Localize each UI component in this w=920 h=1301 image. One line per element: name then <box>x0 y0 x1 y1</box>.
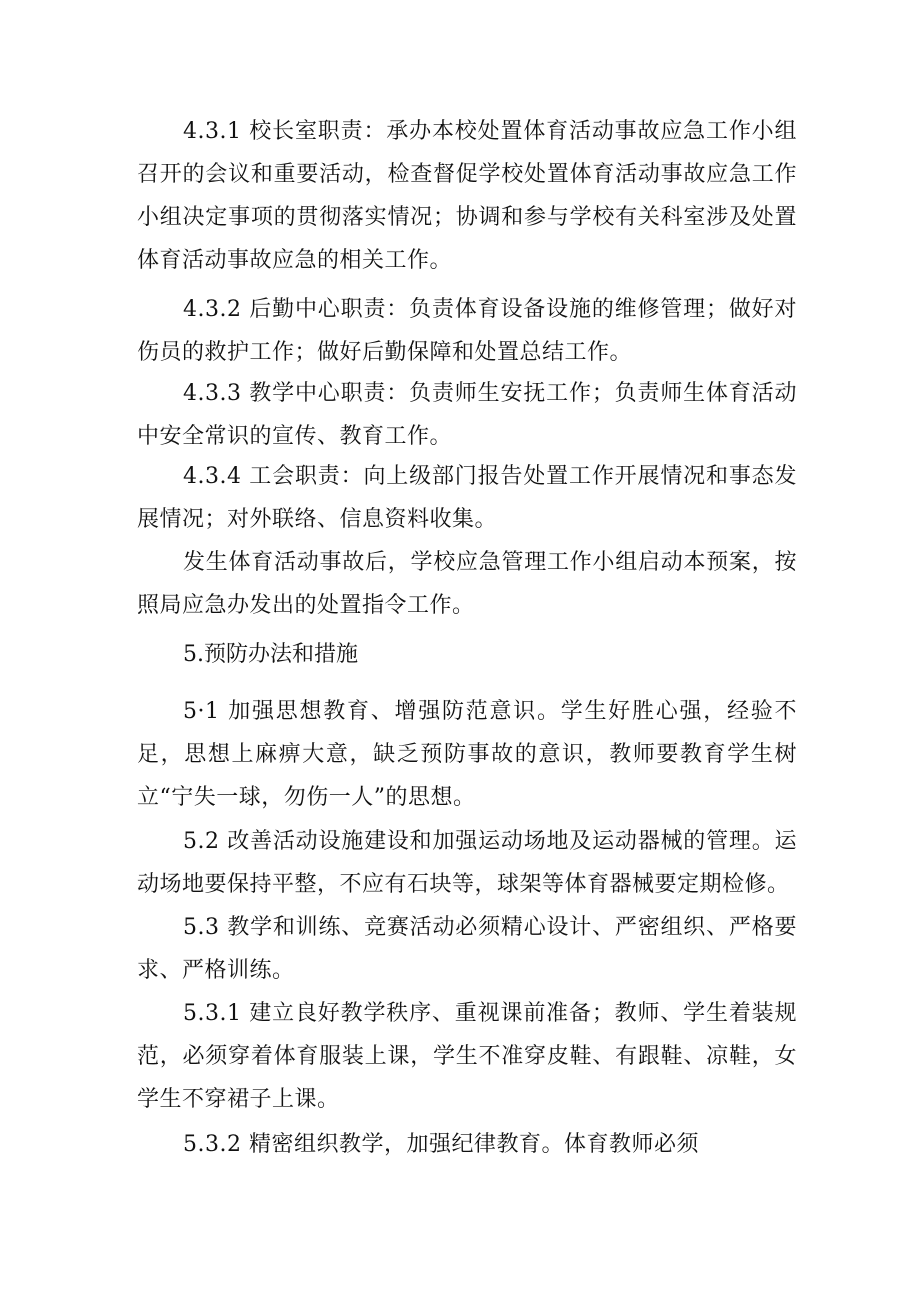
paragraph-5-3: 5.3 教学和训练、竞赛活动必须精心设计、严密组织、严格要求、严格训练。 <box>137 915 797 983</box>
paragraph-5-2: 5.2 改善活动设施建设和加强运动场地及运动器械的管理。运动场地要保持平整，不应有石块等，球架等体育器械要定期检修。 <box>137 829 797 897</box>
paragraph-4-3-4: 4.3.4 工会职责：向上级部门报告处置工作开展情况和事态发展情况；对外联络、信息资料收集。 <box>137 464 797 532</box>
paragraph-5-1: 5·1 加强思想教育、增强防范意识。学生好胜心强，经验不足，思想上麻痹大意，缺乏预防事故的意识，教师要教育学生树立“宁失一球，勿伤一人”的思想。 <box>137 699 797 810</box>
paragraph-4-3-2: 4.3.2 后勤中心职责：负责体育设备设施的维修管理；做好对伤员的救护工作；做好后勤保障和处置总结工作。 <box>137 297 797 365</box>
paragraph-5-3-2: 5.3.2 精密组织教学，加强纪律教育。体育教师必须 <box>183 1132 699 1157</box>
paragraph-5-3-1: 5.3.1 建立良好教学秩序、重视课前准备；教师、学生着装规范，必须穿着体育服装上课，学生不准穿皮鞋、有跟鞋、凉鞋，女学生不穿裙子上课。 <box>137 1001 797 1112</box>
section-heading-prevention: 5.预防办法和措施 <box>183 642 358 667</box>
paragraph-4-3-1: 4.3.1 校长室职责：承办本校处置体育活动事故应急工作小组召开的会议和重要活动，检查督促学校处置体育活动事故应急工作小组决定事项的贯彻落实情况；协调和参与学校有关科室涉及处置体育活动事故应急的相关工作。 <box>137 119 797 273</box>
paragraph-emergency-start: 发生体育活动事故后，学校应急管理工作小组启动本预案，按照局应急办发出的处置指令工作。 <box>137 550 797 618</box>
paragraph-4-3-3: 4.3.3 教学中心职责：负责师生安抚工作；负责师生体育活动中安全常识的宣传、教育工作。 <box>137 381 797 449</box>
